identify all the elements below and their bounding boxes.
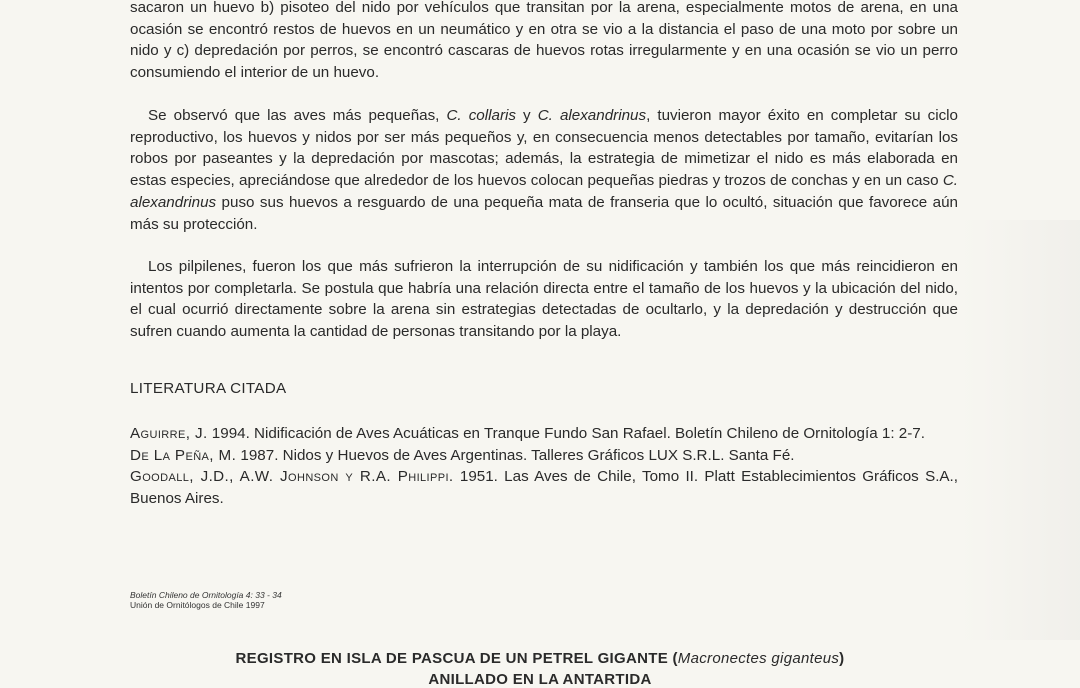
reference-item [130, 466, 958, 509]
paragraph-pilpilenes: Los pilpilenes, fueron los que más sufrieron la interrupción de su nidificación y también los que más reincidieron en intentos por completarla. Se postula que habría una relación directa entre el tamaño de los huevos y la ubicación del nido, el cual ocurrió directamente sobre la arena sin estrategias detectadas de ocultarlo, y la depredación y destrucción que sufren cuando aumenta la cantidad de personas transitando por la playa. [130, 258, 958, 341]
reference-text: 1951. Las Aves de Chile, Tomo II. Platt Establecimientos Gráficos S.A., Buenos Aires. [130, 468, 958, 508]
species-name: C. collaris [446, 107, 516, 124]
reference-author: De La Peña, M. [130, 446, 237, 464]
reference-text: 1987. Nidos y Huevos de Aves Argentinas. Talleres Gráficos LUX S.R.L. Santa Fé. [236, 446, 795, 464]
literature-heading: LITERATURA CITADA [130, 380, 287, 397]
reference-text: 1994. Nidificación de Aves Acuáticas en Tranque Fundo San Rafael. Boletín Chileno de Ornitología 1: 2-7. [207, 425, 925, 442]
text-segment: Se observó que las aves más pequeñas, [148, 107, 447, 124]
species-name: C. alexandrinus [537, 107, 647, 124]
paragraph-predation: sacaron un huevo b) pisoteo del nido por vehículos que transitan por la arena, especialmente motos de arena, en una ocasión se encontró restos de huevos en un neumático y en otra se vio a la distancia el paso de una moto por sobre un nido y c) depredación por perros, se encontró cascaras de huevos rotas irregularmente y en una ocasión se vio un perro consumiendo el interior de un huevo. [130, 0, 958, 82]
species-name: Macronectes giganteus [677, 650, 840, 667]
reference-item [130, 445, 958, 467]
publisher-line: Unión de Ornitólogos de Chile 1997 [130, 600, 265, 610]
bleed-through-shadow [960, 220, 1080, 640]
text-segment: y [515, 107, 538, 124]
text-segment: puso sus huevos a resguardo de una pequeña mata de franseria que lo ocultó, situación que favorece aún más su protección. [130, 193, 958, 233]
species-name: C. alexandrinus [130, 172, 958, 211]
next-article-title [0, 650, 1080, 667]
reference-author: Aguirre, J. [130, 425, 208, 442]
journal-citation: Boletín Chileno de Ornitología 4: 33 - 34 [130, 590, 282, 600]
next-article-subtitle: ANILLADO EN LA ANTARTIDA [428, 671, 652, 688]
reference-author: Goodall, J.D., A.W. Johnson y R.A. Philippi. [130, 468, 454, 486]
title-segment: ) [839, 650, 845, 667]
title-segment: REGISTRO EN ISLA DE PASCUA DE UN PETREL GIGANTE ( [235, 650, 678, 667]
text-segment: , tuvieron mayor éxito en completar su ciclo reproductivo, los huevos y nidos por ser más pequeños y, en consecuencia menos detectables por tamaño, evitarían los robos por paseantes y la depredación por mascotas; además, la estrategia de mimetizar el nido es más elaborada en estas especies, apreciándose que alrededor de los huevos colocan pequeñas piedras y trozos de conchas y en un caso [130, 107, 958, 190]
paragraph-small-birds [130, 105, 958, 235]
reference-list [130, 423, 958, 510]
reference-item [130, 423, 958, 445]
journal-footer [130, 590, 282, 610]
